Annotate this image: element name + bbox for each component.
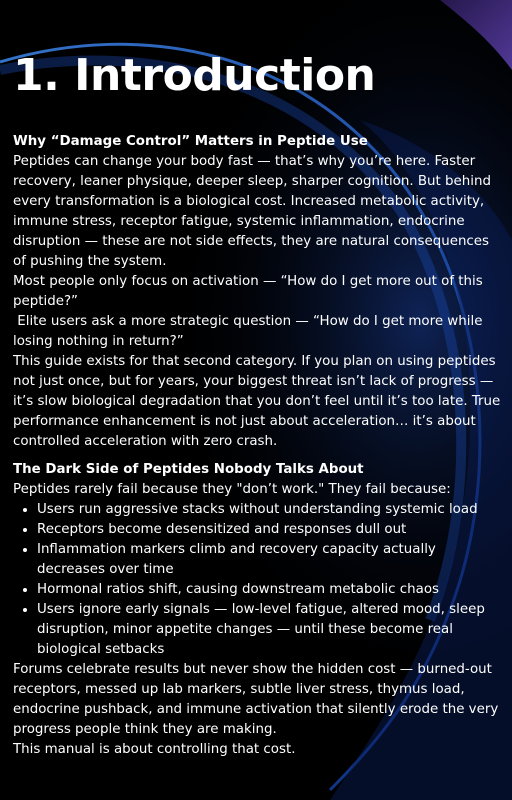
paragraph: Peptides can change your body fast — that’s why you’re here. Faster recovery, leaner physique, deeper sleep, sharper cognition. But behind every transformation is a biological cost. Increased metabolic activity, immune stress, receptor fatigue, systemic inflammation, endocrine disruption — these are not side effects, they are natural consequences of pushing the system. [13,154,491,269]
bullet-list [13,500,503,660]
page-title: 1. Introduction [13,50,376,101]
list-item: • Users run aggressive stacks without understanding systemic load [37,500,503,520]
paragraph: Peptides rarely fail because they "don’t work." They fail because: [13,482,451,497]
paragraph: This manual is about controlling that cost. [13,742,296,757]
paragraph: This guide exists for that second category. If you plan on using peptides not just once, but for years, your biggest threat isn’t lack of progress — it’s slow biological degradation that you don’t feel until it’s too late. True performance enhancement is not just about acceleration… it’s about controlled acceleration with zero crash. [13,354,501,449]
list-item: • Users ignore early signals — low-level fatigue, altered mood, sleep disruption, minor appetite changes — until these become real biological setbacks [37,600,503,660]
document-body [13,50,503,760]
list-item: • Receptors become desensitized and responses dull out [37,520,503,540]
section-heading: Why “Damage Control” Matters in Peptide Use [13,134,368,149]
list-item: • Hormonal ratios shift, causing downstream metabolic chaos [37,580,503,600]
section-heading: The Dark Side of Peptides Nobody Talks About [13,462,364,477]
list-item: • Inflammation markers climb and recovery capacity actually decreases over time [37,540,503,580]
section-dark-side [13,460,503,760]
paragraph: Elite users ask a more strategic question — “How do I get more while losing nothing in return?” [13,314,487,349]
paragraph: Forums celebrate results but never show the hidden cost — burned-out receptors, messed up lab markers, subtle liver stress, thymus load, endocrine pushback, and immune activation that silently erode the very progress people think they are making. [13,662,499,737]
section-damage-control [13,132,503,452]
paragraph: Most people only focus on activation — “How do I get more out of this peptide?” [13,274,483,309]
